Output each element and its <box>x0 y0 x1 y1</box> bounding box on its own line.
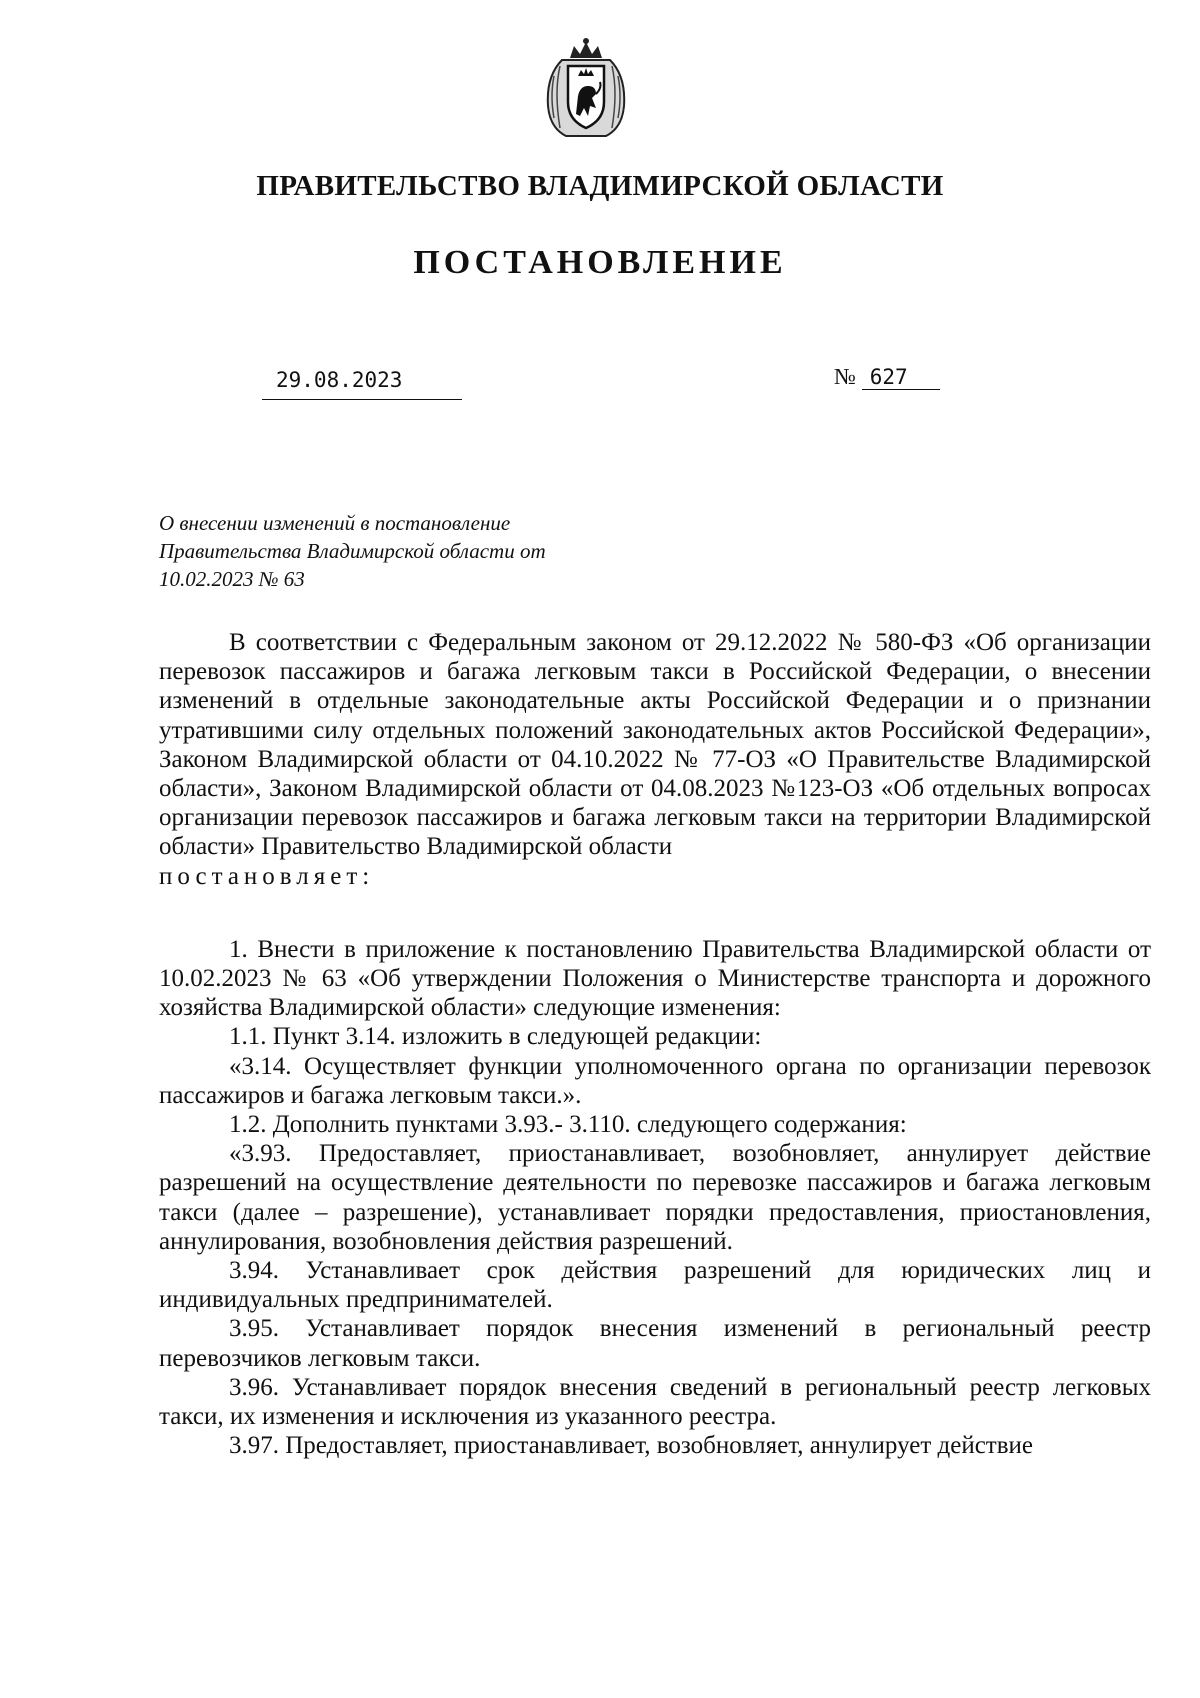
document-type: ПОСТАНОВЛЕНИЕ <box>413 244 787 281</box>
resolves-word: постановляет: <box>159 862 375 890</box>
subject-line: 10.02.2023 № 63 <box>159 567 305 591</box>
item-paragraph: 1.1. Пункт 3.14. изложить в следующей редакции: <box>229 1023 762 1051</box>
document-body <box>159 628 1151 1460</box>
document-subject <box>159 509 659 593</box>
number-label: № <box>834 364 856 389</box>
subject-line: Правительства Владимирской области от <box>159 539 546 563</box>
subject-line: О внесении изменений в постановление <box>159 511 511 535</box>
coat-of-arms-icon <box>540 36 632 140</box>
item-paragraph: 1.2. Дополнить пунктами 3.93.- 3.110. следующего содержания: <box>229 1111 907 1139</box>
preamble-paragraph: В соответствии с Федеральным законом от 29.12.2022 № 580-ФЗ «Об организации перевозок пассажиров и багажа легковым такси в Российской Федерации, о внесении изменений в отдельные законодательные акты Российской Федерации и о признании утратившими силу отдельных положений законодательных актов Российской Федерации», Законом Владимирской области от 04.10.2022 № 77-ОЗ «О Правительстве Владимирской области», Законом Владимирской области от 04.08.2023 №123-ОЗ «Об отдельных вопросах организации перевозок пассажиров и багажа легковым такси на территории Владимирской области» Правительство Владимирской области <box>159 629 1151 861</box>
org-name: ПРАВИТЕЛЬСТВО ВЛАДИМИРСКОЙ ОБЛАСТИ <box>256 170 944 202</box>
item-paragraph: 3.96. Устанавливает порядок внесения сведений в региональный реестр легковых такси, их изменения и исключения из указанного реестра. <box>159 1373 1151 1431</box>
document-number: 627 <box>862 365 940 390</box>
document-number-group <box>834 364 940 390</box>
item-paragraph: «3.14. Осуществляет функции уполномоченного органа по организации перевозок пассажиров и багажа легковым такси.». <box>159 1052 1151 1109</box>
document-date: 29.08.2023 <box>262 368 462 400</box>
item-paragraph: 3.95. Устанавливает порядок внесения изменений в региональный реестр перевозчиков легковым такси. <box>159 1315 1151 1372</box>
item-paragraph: «3.93. Предоставляет, приостанавливает, возобновляет, аннулирует действие разрешений на осуществление деятельности по перевозке пассажиров и багажа легковым такси (далее – разрешение), устанавливает порядки предоставления, приостановления, аннулирования, возобновления действия разрешений. <box>159 1140 1151 1255</box>
item-paragraph: 3.94. Устанавливает срок действия разрешений для юридических лиц и индивидуальных предпринимателей. <box>159 1257 1151 1314</box>
item-paragraph: 1. Внести в приложение к постановлению Правительства Владимирской области от 10.02.2023 № 63 «Об утверждении Положения о Министерстве транспорта и дорожного хозяйства Владимирской области» следующие изменения: <box>159 935 1151 1022</box>
item-paragraph: 3.97. Предоставляет, приостанавливает, возобновляет, аннулирует действие <box>229 1432 1034 1460</box>
